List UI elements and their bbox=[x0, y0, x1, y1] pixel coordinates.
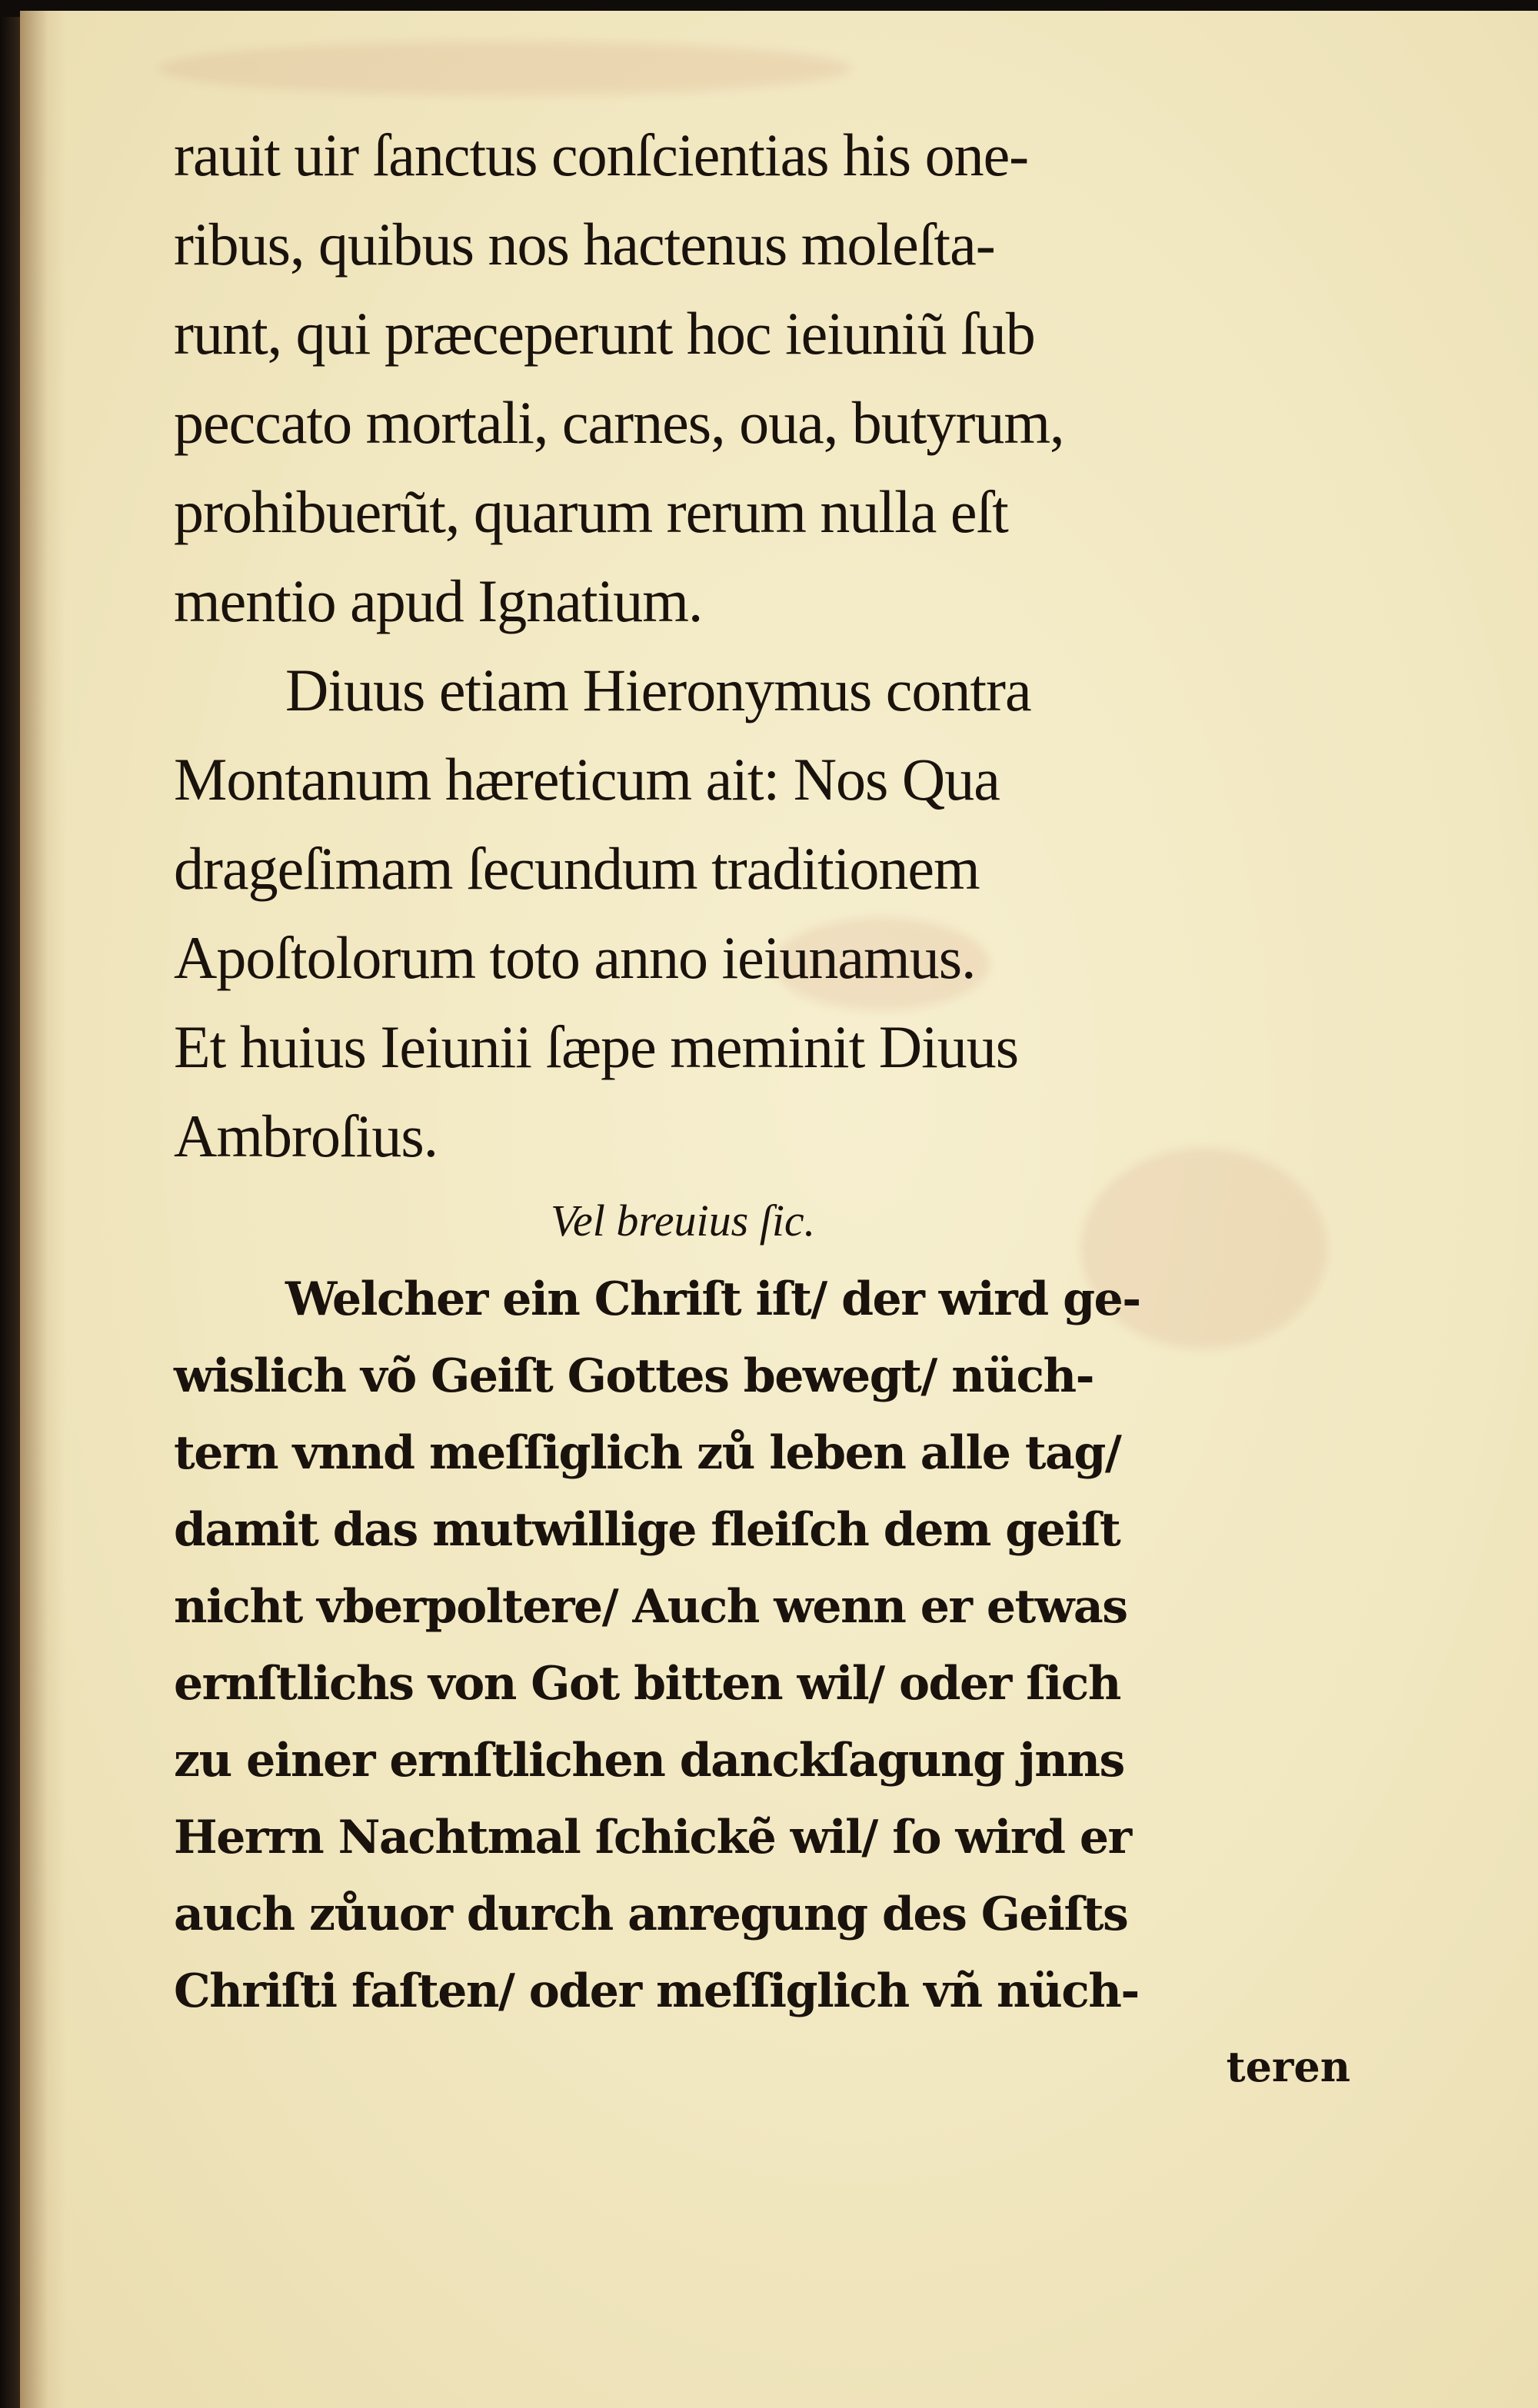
latin-line: prohibuerũt, quarum rerum nulla eſt bbox=[174, 478, 1008, 545]
latin-line: ribus, quibus nos hactenus moleſta- bbox=[174, 211, 995, 278]
latin-line: Apoſtolorum toto anno ieiunamus. bbox=[174, 924, 976, 991]
german-line: ernſtlichs von Got bitten wil/ oder ſich bbox=[174, 1657, 1120, 1711]
latin-line: rauit uir ſanctus conſcientias his one- bbox=[174, 121, 1029, 188]
latin-line: Diuus etiam Hieronymus contra bbox=[285, 657, 1031, 723]
german-line: wislich võ Geiſt Gottes bewegt/ nüch- bbox=[174, 1349, 1094, 1403]
german-line: Welcher ein Chriſt iſt/ der wird ge- bbox=[285, 1272, 1140, 1326]
latin-line: runt, qui præceperunt hoc ieiuniũ ſub bbox=[174, 300, 1035, 367]
german-line: tern vnnd meſſiglich zů leben alle tag/ bbox=[174, 1426, 1121, 1480]
german-line: Herrn Nachtmal ſchickẽ wil/ ſo wird er bbox=[174, 1811, 1131, 1864]
german-line: auch zůuor durch anregung des Geiſts bbox=[174, 1887, 1128, 1941]
catchword: teren bbox=[1226, 2042, 1350, 2091]
latin-line: drageſimam ſecundum traditionem bbox=[174, 835, 980, 902]
latin-line: Ambroſius. bbox=[174, 1103, 438, 1169]
german-line: zu einer ernſtlichen danckſagung jnns bbox=[174, 1734, 1124, 1788]
page-gutter-shadow bbox=[20, 11, 66, 2408]
latin-line: Et huius Ieiunii ſæpe meminit Diuus bbox=[174, 1013, 1019, 1080]
latin-line: Montanum hæreticum ait: Nos Qua bbox=[174, 746, 1000, 813]
bleed-through-mark bbox=[158, 42, 851, 95]
latin-line: mentio apud Ignatium. bbox=[174, 567, 703, 634]
section-subheading: Vel breuius ſic. bbox=[551, 1196, 816, 1246]
latin-line: peccato mortali, carnes, oua, butyrum, bbox=[174, 389, 1064, 456]
german-line: Chriſti faſten/ oder meſſiglich vñ nüch- bbox=[174, 1964, 1139, 2018]
book-page bbox=[20, 11, 1538, 2408]
page-text bbox=[174, 111, 1373, 2104]
german-line: damit das mutwillige fleiſch dem geiſt bbox=[174, 1503, 1120, 1557]
german-line: nicht vberpoltere/ Auch wenn er etwas bbox=[174, 1580, 1127, 1634]
